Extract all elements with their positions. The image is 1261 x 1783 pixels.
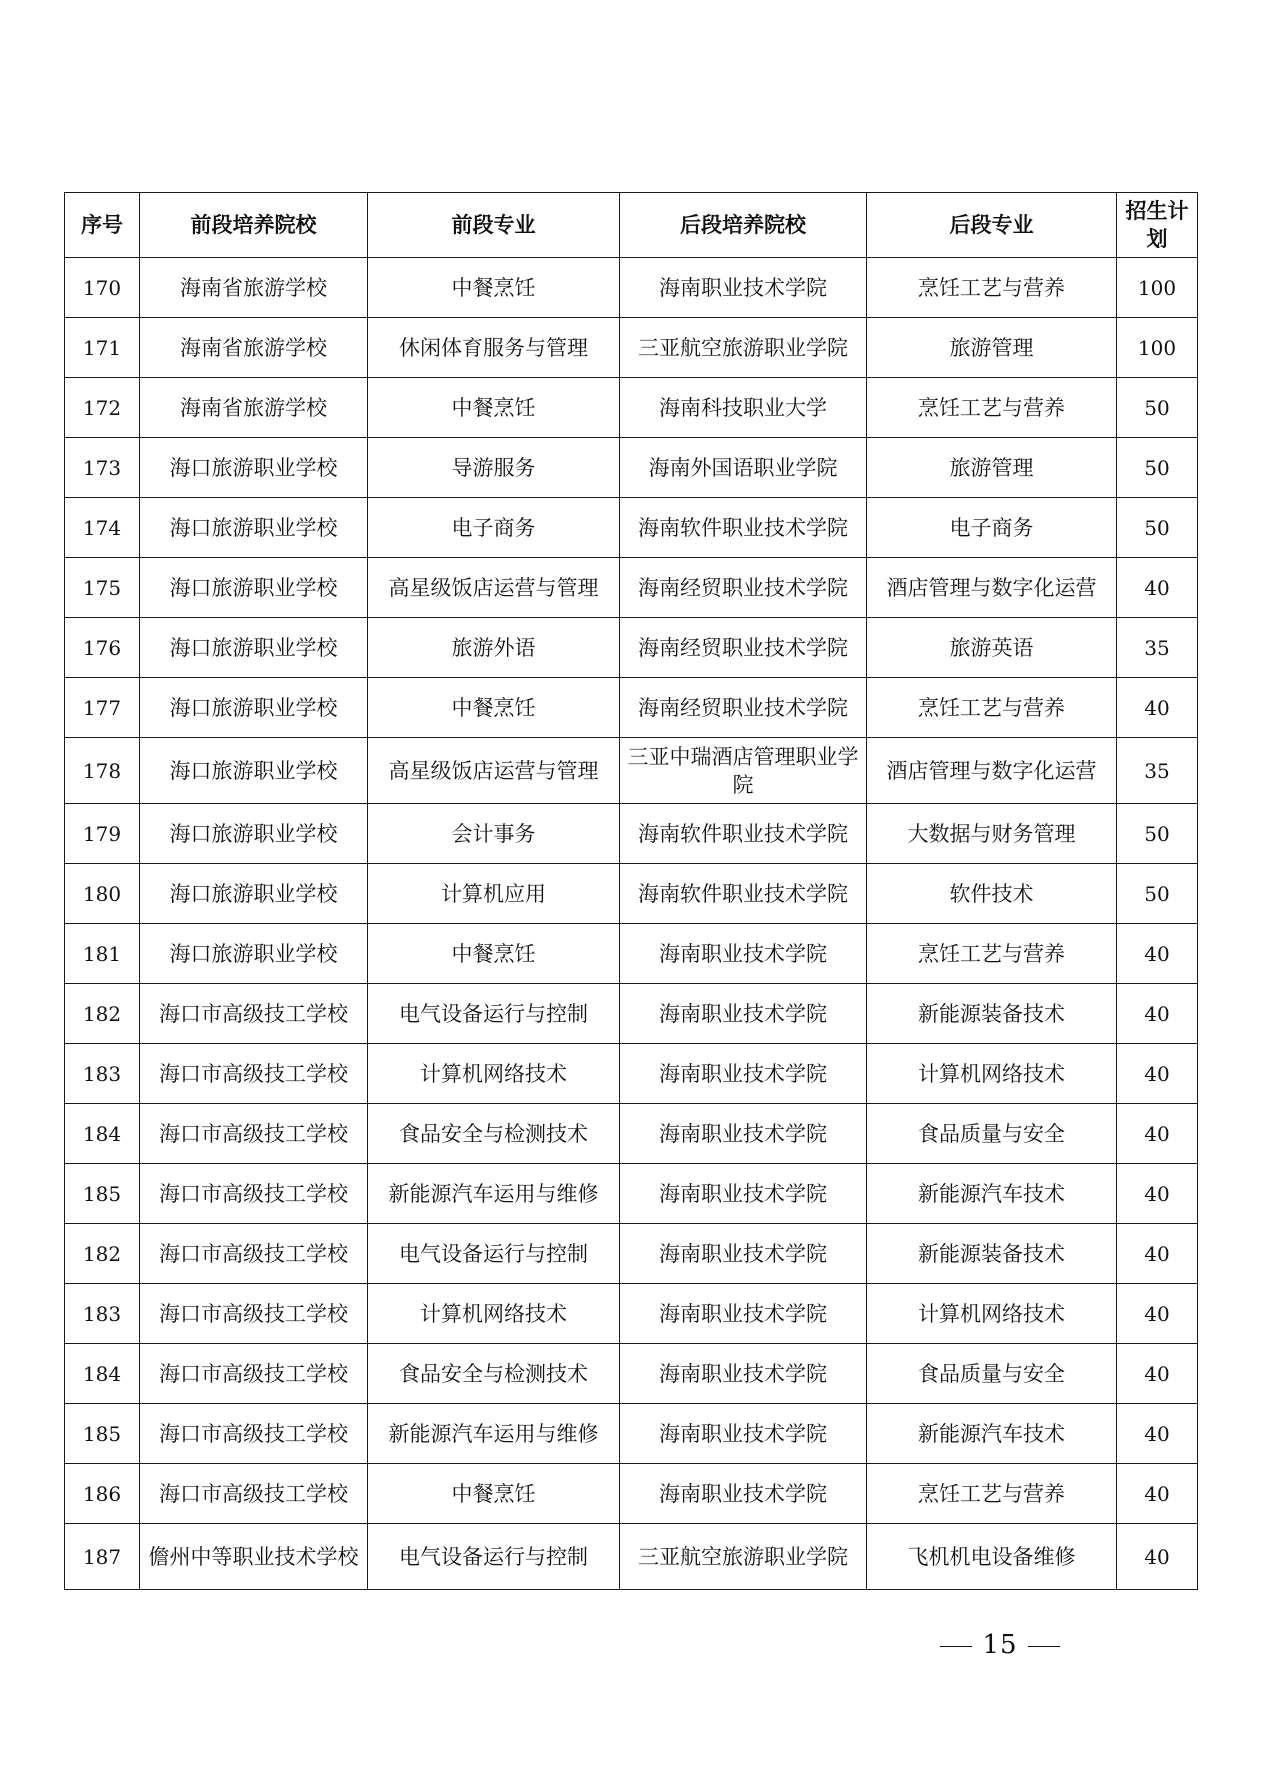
cell-serial-number: 186 <box>65 1464 140 1524</box>
table-row <box>65 1224 1198 1284</box>
cell-serial-number: 176 <box>65 618 140 678</box>
cell-front-school: 海口旅游职业学校 <box>140 924 368 984</box>
table-row <box>65 738 1198 804</box>
cell-enrollment-plan: 50 <box>1117 378 1198 438</box>
table-row <box>65 1464 1198 1524</box>
cell-front-major: 休闲体育服务与管理 <box>368 318 620 378</box>
cell-enrollment-plan: 40 <box>1117 1044 1198 1104</box>
cell-front-school: 海口旅游职业学校 <box>140 678 368 738</box>
page-number <box>930 1630 1070 1660</box>
cell-front-school: 海南省旅游学校 <box>140 258 368 318</box>
cell-serial-number: 172 <box>65 378 140 438</box>
cell-back-major: 旅游管理 <box>867 318 1117 378</box>
cell-back-school: 海南外国语职业学院 <box>620 438 867 498</box>
cell-enrollment-plan: 40 <box>1117 1524 1198 1590</box>
cell-front-school: 海口旅游职业学校 <box>140 498 368 558</box>
cell-serial-number: 182 <box>65 984 140 1044</box>
cell-serial-number: 178 <box>65 738 140 804</box>
cell-serial-number: 182 <box>65 1224 140 1284</box>
cell-back-school: 海南职业技术学院 <box>620 1164 867 1224</box>
table-row <box>65 1104 1198 1164</box>
cell-back-major: 烹饪工艺与营养 <box>867 924 1117 984</box>
cell-front-school: 海南省旅游学校 <box>140 378 368 438</box>
cell-front-major: 中餐烹饪 <box>368 378 620 438</box>
table-row <box>65 438 1198 498</box>
table-row <box>65 678 1198 738</box>
table-row <box>65 804 1198 864</box>
cell-front-major: 食品安全与检测技术 <box>368 1344 620 1404</box>
cell-back-major: 烹饪工艺与营养 <box>867 378 1117 438</box>
cell-front-school: 海口市高级技工学校 <box>140 1044 368 1104</box>
cell-enrollment-plan: 40 <box>1117 1344 1198 1404</box>
cell-back-school: 海南软件职业技术学院 <box>620 498 867 558</box>
cell-serial-number: 175 <box>65 558 140 618</box>
cell-enrollment-plan: 50 <box>1117 438 1198 498</box>
cell-back-school: 海南职业技术学院 <box>620 258 867 318</box>
cell-front-school: 海口市高级技工学校 <box>140 1104 368 1164</box>
table-row <box>65 1164 1198 1224</box>
cell-enrollment-plan: 40 <box>1117 1164 1198 1224</box>
cell-front-major: 会计事务 <box>368 804 620 864</box>
cell-back-major: 酒店管理与数字化运营 <box>867 738 1117 804</box>
cell-front-school: 海口市高级技工学校 <box>140 1284 368 1344</box>
cell-serial-number: 187 <box>65 1524 140 1590</box>
cell-back-school: 海南职业技术学院 <box>620 984 867 1044</box>
cell-front-major: 中餐烹饪 <box>368 1464 620 1524</box>
cell-back-school: 三亚航空旅游职业学院 <box>620 318 867 378</box>
cell-serial-number: 179 <box>65 804 140 864</box>
header-back-school: 后段培养院校 <box>620 193 867 258</box>
cell-front-major: 中餐烹饪 <box>368 678 620 738</box>
cell-back-major: 旅游管理 <box>867 438 1117 498</box>
cell-back-school: 海南职业技术学院 <box>620 1104 867 1164</box>
cell-serial-number: 170 <box>65 258 140 318</box>
cell-enrollment-plan: 40 <box>1117 558 1198 618</box>
cell-front-major: 中餐烹饪 <box>368 258 620 318</box>
cell-enrollment-plan: 40 <box>1117 924 1198 984</box>
cell-back-school: 海南经贸职业技术学院 <box>620 558 867 618</box>
cell-front-major: 电子商务 <box>368 498 620 558</box>
cell-back-major: 食品质量与安全 <box>867 1104 1117 1164</box>
cell-back-major: 软件技术 <box>867 864 1117 924</box>
cell-back-major: 新能源装备技术 <box>867 1224 1117 1284</box>
cell-front-major: 高星级饭店运营与管理 <box>368 738 620 804</box>
cell-enrollment-plan: 35 <box>1117 738 1198 804</box>
cell-back-major: 计算机网络技术 <box>867 1284 1117 1344</box>
cell-serial-number: 184 <box>65 1104 140 1164</box>
cell-front-major: 计算机网络技术 <box>368 1284 620 1344</box>
cell-back-major: 新能源汽车技术 <box>867 1404 1117 1464</box>
cell-front-school: 海口旅游职业学校 <box>140 618 368 678</box>
cell-serial-number: 184 <box>65 1344 140 1404</box>
cell-enrollment-plan: 35 <box>1117 618 1198 678</box>
cell-front-school: 海口市高级技工学校 <box>140 1404 368 1464</box>
page-number-value: 15 <box>982 1630 1018 1660</box>
cell-serial-number: 185 <box>65 1404 140 1464</box>
cell-back-school: 海南软件职业技术学院 <box>620 864 867 924</box>
cell-front-school: 海南省旅游学校 <box>140 318 368 378</box>
header-enrollment-plan: 招生计划 <box>1117 193 1198 258</box>
cell-front-major: 计算机网络技术 <box>368 1044 620 1104</box>
cell-enrollment-plan: 40 <box>1117 1224 1198 1284</box>
table-row <box>65 864 1198 924</box>
cell-front-major: 食品安全与检测技术 <box>368 1104 620 1164</box>
cell-back-school: 海南职业技术学院 <box>620 1044 867 1104</box>
cell-enrollment-plan: 40 <box>1117 1464 1198 1524</box>
table-row <box>65 558 1198 618</box>
cell-serial-number: 183 <box>65 1284 140 1344</box>
header-back-major: 后段专业 <box>867 193 1117 258</box>
cell-front-major: 电气设备运行与控制 <box>368 1224 620 1284</box>
cell-front-school: 海口市高级技工学校 <box>140 1224 368 1284</box>
cell-back-school: 海南职业技术学院 <box>620 924 867 984</box>
cell-back-school: 海南经贸职业技术学院 <box>620 618 867 678</box>
cell-front-major: 中餐烹饪 <box>368 924 620 984</box>
cell-back-major: 旅游英语 <box>867 618 1117 678</box>
cell-back-major: 大数据与财务管理 <box>867 804 1117 864</box>
table-row <box>65 378 1198 438</box>
cell-serial-number: 177 <box>65 678 140 738</box>
cell-serial-number: 173 <box>65 438 140 498</box>
table-row <box>65 318 1198 378</box>
cell-front-school: 海口市高级技工学校 <box>140 984 368 1044</box>
table-row <box>65 924 1198 984</box>
cell-enrollment-plan: 40 <box>1117 1404 1198 1464</box>
cell-back-school: 海南职业技术学院 <box>620 1224 867 1284</box>
header-serial-number: 序号 <box>65 193 140 258</box>
cell-serial-number: 185 <box>65 1164 140 1224</box>
cell-back-school: 三亚航空旅游职业学院 <box>620 1524 867 1590</box>
cell-back-major: 烹饪工艺与营养 <box>867 1464 1117 1524</box>
cell-enrollment-plan: 40 <box>1117 678 1198 738</box>
cell-front-school: 海口市高级技工学校 <box>140 1464 368 1524</box>
header-front-major: 前段专业 <box>368 193 620 258</box>
table-row <box>65 1524 1198 1590</box>
cell-back-major: 飞机机电设备维修 <box>867 1524 1117 1590</box>
enrollment-table <box>64 192 1198 1590</box>
cell-front-major: 电气设备运行与控制 <box>368 984 620 1044</box>
table-body <box>65 258 1198 1590</box>
cell-serial-number: 171 <box>65 318 140 378</box>
cell-serial-number: 181 <box>65 924 140 984</box>
cell-front-school: 海口市高级技工学校 <box>140 1164 368 1224</box>
table-row <box>65 1404 1198 1464</box>
cell-back-school: 海南职业技术学院 <box>620 1404 867 1464</box>
cell-front-major: 电气设备运行与控制 <box>368 1524 620 1590</box>
cell-front-school: 海口旅游职业学校 <box>140 738 368 804</box>
cell-enrollment-plan: 40 <box>1117 1284 1198 1344</box>
cell-front-school: 海口旅游职业学校 <box>140 864 368 924</box>
cell-back-major: 酒店管理与数字化运营 <box>867 558 1117 618</box>
table-row <box>65 1344 1198 1404</box>
cell-back-school: 海南科技职业大学 <box>620 378 867 438</box>
cell-front-major: 高星级饭店运营与管理 <box>368 558 620 618</box>
cell-front-major: 导游服务 <box>368 438 620 498</box>
cell-enrollment-plan: 100 <box>1117 258 1198 318</box>
cell-enrollment-plan: 50 <box>1117 864 1198 924</box>
cell-back-school: 海南职业技术学院 <box>620 1464 867 1524</box>
cell-enrollment-plan: 40 <box>1117 984 1198 1044</box>
cell-enrollment-plan: 50 <box>1117 498 1198 558</box>
cell-back-school: 三亚中瑞酒店管理职业学院 <box>620 738 867 804</box>
cell-back-major: 新能源汽车技术 <box>867 1164 1117 1224</box>
cell-back-major: 新能源装备技术 <box>867 984 1117 1044</box>
cell-back-school: 海南经贸职业技术学院 <box>620 678 867 738</box>
cell-back-school: 海南软件职业技术学院 <box>620 804 867 864</box>
cell-back-school: 海南职业技术学院 <box>620 1344 867 1404</box>
cell-front-school: 儋州中等职业技术学校 <box>140 1524 368 1590</box>
table-row <box>65 1284 1198 1344</box>
enrollment-table-container <box>64 192 1197 1590</box>
cell-front-school: 海口旅游职业学校 <box>140 804 368 864</box>
cell-enrollment-plan: 50 <box>1117 804 1198 864</box>
cell-back-major: 食品质量与安全 <box>867 1344 1117 1404</box>
table-row <box>65 258 1198 318</box>
header-front-school: 前段培养院校 <box>140 193 368 258</box>
cell-enrollment-plan: 40 <box>1117 1104 1198 1164</box>
cell-front-major: 计算机应用 <box>368 864 620 924</box>
table-row <box>65 618 1198 678</box>
cell-back-major: 烹饪工艺与营养 <box>867 678 1117 738</box>
cell-serial-number: 174 <box>65 498 140 558</box>
cell-front-major: 新能源汽车运用与维修 <box>368 1404 620 1464</box>
cell-front-major: 新能源汽车运用与维修 <box>368 1164 620 1224</box>
cell-serial-number: 183 <box>65 1044 140 1104</box>
cell-back-major: 计算机网络技术 <box>867 1044 1117 1104</box>
cell-serial-number: 180 <box>65 864 140 924</box>
table-header-row <box>65 193 1198 258</box>
dash-left <box>940 1646 972 1647</box>
cell-front-major: 旅游外语 <box>368 618 620 678</box>
cell-enrollment-plan: 100 <box>1117 318 1198 378</box>
cell-front-school: 海口市高级技工学校 <box>140 1344 368 1404</box>
table-row <box>65 498 1198 558</box>
cell-front-school: 海口旅游职业学校 <box>140 438 368 498</box>
table-row <box>65 1044 1198 1104</box>
cell-back-major: 烹饪工艺与营养 <box>867 258 1117 318</box>
dash-right <box>1028 1646 1060 1647</box>
table-row <box>65 984 1198 1044</box>
cell-back-school: 海南职业技术学院 <box>620 1284 867 1344</box>
cell-back-major: 电子商务 <box>867 498 1117 558</box>
cell-front-school: 海口旅游职业学校 <box>140 558 368 618</box>
